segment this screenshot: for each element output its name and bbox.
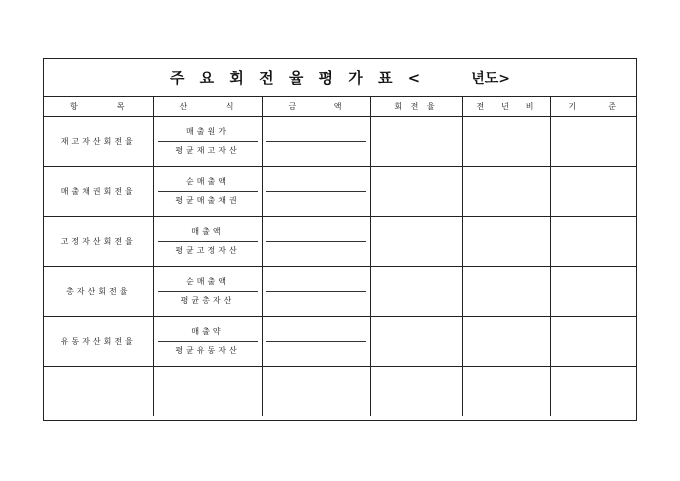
numerator: 매출약 — [191, 327, 224, 336]
table-row — [44, 167, 636, 217]
turnover-cell[interactable] — [370, 167, 462, 217]
standard-cell[interactable] — [550, 117, 636, 167]
denominator: 평균총자산 — [180, 296, 235, 305]
turnover-cell[interactable] — [370, 117, 462, 167]
formula-cell — [154, 317, 262, 366]
amount-line — [266, 241, 366, 242]
prev-year-cell[interactable] — [462, 117, 550, 167]
numerator: 순매출액 — [186, 177, 229, 186]
denominator: 평균고정자산 — [175, 246, 240, 255]
amount-line — [266, 341, 366, 342]
header-prev-year: 전 년 비 — [462, 96, 550, 117]
header-formula: 산 식 — [153, 96, 262, 117]
prev-year-cell[interactable] — [462, 317, 550, 367]
turnover-cell[interactable] — [370, 267, 462, 317]
fraction-line — [158, 291, 258, 292]
amount-line — [266, 141, 366, 142]
prev-year-cell[interactable] — [462, 217, 550, 267]
header-amount: 금 액 — [262, 96, 370, 117]
table-row — [44, 317, 636, 367]
numerator: 매출원가 — [186, 127, 229, 136]
header-row — [44, 96, 636, 117]
table-row — [44, 217, 636, 267]
empty-cell[interactable] — [462, 367, 550, 417]
standard-cell[interactable] — [550, 317, 636, 367]
empty-cell[interactable] — [262, 367, 370, 417]
amount-line — [266, 291, 366, 292]
numerator: 매출액 — [191, 227, 224, 236]
evaluation-form — [43, 58, 637, 421]
empty-cell[interactable] — [370, 367, 462, 417]
prev-year-cell[interactable] — [462, 267, 550, 317]
denominator: 평균매출채권 — [175, 196, 240, 205]
header-item: 항 목 — [44, 96, 153, 117]
amount-line — [266, 191, 366, 192]
standard-cell[interactable] — [550, 267, 636, 317]
fraction-line — [158, 191, 258, 192]
prev-year-cell[interactable] — [462, 167, 550, 217]
formula-cell — [154, 167, 262, 216]
fraction-line — [158, 341, 258, 342]
table-row — [44, 117, 636, 167]
turnover-table — [44, 96, 636, 416]
fraction-line — [158, 141, 258, 142]
header-standard: 기 준 — [550, 96, 636, 117]
denominator: 평균유동자산 — [175, 346, 240, 355]
header-turnover: 회 전 율 — [370, 96, 462, 117]
row-label: 고정자산회전율 — [60, 237, 136, 246]
row-label: 유동자산회전율 — [60, 337, 136, 346]
denominator: 평균재고자산 — [175, 146, 240, 155]
row-label: 매출채권회전율 — [60, 187, 136, 196]
row-label: 총자산회전율 — [66, 287, 131, 296]
page-title: 주 요 회 전 율 평 가 표 < — [169, 69, 426, 87]
standard-cell[interactable] — [550, 217, 636, 267]
title-row — [44, 59, 636, 97]
table-row-empty — [44, 367, 636, 417]
row-label: 재고자산회전율 — [60, 137, 136, 146]
formula-cell — [154, 217, 262, 266]
standard-cell[interactable] — [550, 167, 636, 217]
title-year: 년도> — [471, 70, 511, 87]
empty-cell[interactable] — [44, 367, 153, 417]
table-row — [44, 267, 636, 317]
empty-cell[interactable] — [550, 367, 636, 417]
formula-cell — [154, 117, 262, 166]
empty-cell[interactable] — [153, 367, 262, 417]
fraction-line — [158, 241, 258, 242]
turnover-cell[interactable] — [370, 217, 462, 267]
formula-cell — [154, 267, 262, 316]
numerator: 순매출액 — [186, 277, 229, 286]
turnover-cell[interactable] — [370, 317, 462, 367]
